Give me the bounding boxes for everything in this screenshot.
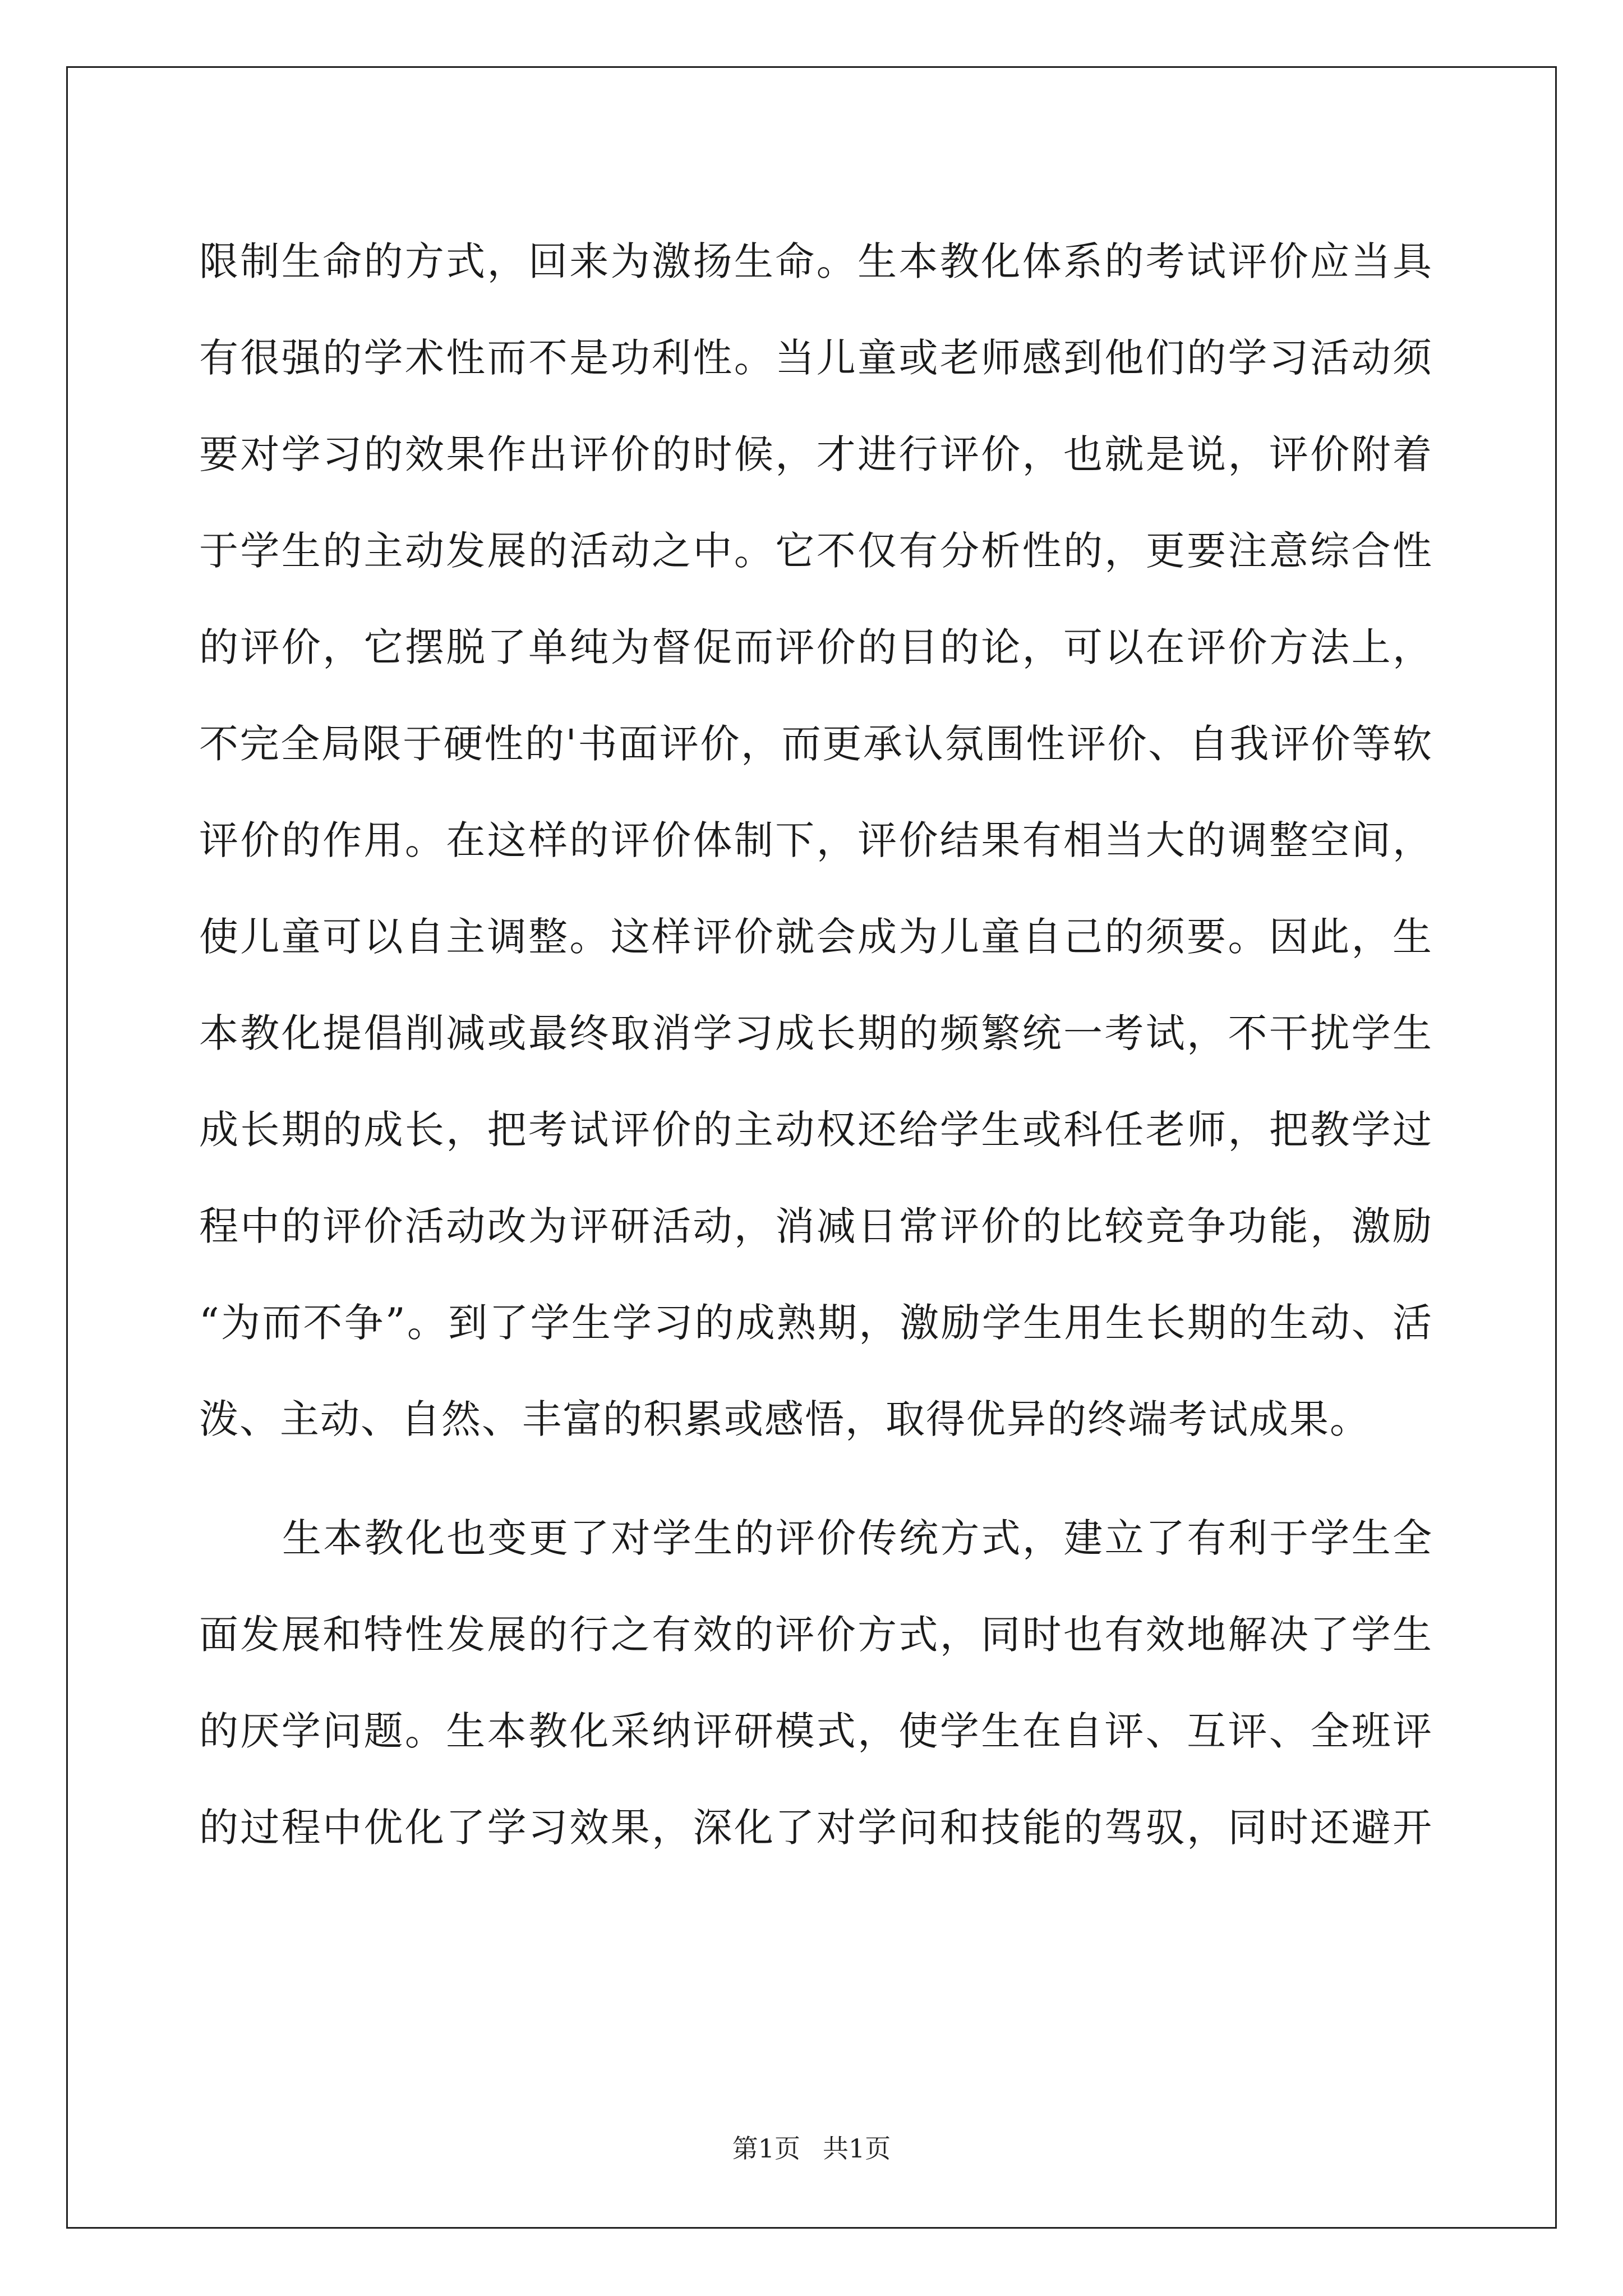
page-total: 共1页 bbox=[823, 2133, 891, 2164]
page-footer bbox=[0, 2132, 1623, 2165]
text-line: 程中的评价活动改为评研活动，消减日常评价的比较竞争功能，激励 bbox=[199, 1203, 1433, 1249]
paragraph-2 bbox=[199, 1490, 1433, 1876]
text-line: 要对学习的效果作出评价的时候，才进行评价，也就是说，评价附着 bbox=[199, 431, 1433, 477]
text-line: 本教化提倡削减或最终取消学习成长期的频繁统一考试，不干扰学生 bbox=[199, 1010, 1433, 1056]
text-line: 面发展和特性发展的行之有效的评价方式，同时也有效地解决了学生 bbox=[199, 1612, 1433, 1658]
paragraph-1 bbox=[199, 213, 1433, 1467]
text-line: 的过程中优化了学习效果，深化了对学问和技能的驾驭，同时还避开 bbox=[199, 1805, 1433, 1851]
text-line: 使儿童可以自主调整。这样评价就会成为儿童自己的须要。因此，生 bbox=[199, 914, 1433, 960]
text-line: 的评价，它摆脱了单纯为督促而评价的目的论，可以在评价方法上， bbox=[199, 624, 1433, 670]
text-line: 生本教化也变更了对学生的评价传统方式，建立了有利于学生全 bbox=[282, 1515, 1433, 1561]
text-line: 泼、主动、自然、丰富的积累或感悟，取得优异的终端考试成果。 bbox=[199, 1396, 1370, 1442]
paragraph-gap bbox=[199, 1467, 1433, 1490]
text-line: 评价的作用。在这样的评价体制下，评价结果有相当大的调整空间， bbox=[199, 817, 1433, 863]
text-line: 不完全局限于硬性的'书面评价，而更承认氛围性评价、自我评价等软 bbox=[199, 721, 1433, 767]
document-body bbox=[199, 213, 1433, 1876]
page-number: 第1页 bbox=[732, 2133, 800, 2164]
text-line: “为而不争”。到了学生学习的成熟期，激励学生用生长期的生动、活 bbox=[199, 1300, 1433, 1346]
text-line: 于学生的主动发展的活动之中。它不仅有分析性的，更要注意综合性 bbox=[199, 528, 1433, 574]
text-line: 有很强的学术性而不是功利性。当儿童或老师感到他们的学习活动须 bbox=[199, 335, 1433, 381]
text-line: 成长期的成长，把考试评价的主动权还给学生或科任老师，把教学过 bbox=[199, 1107, 1433, 1153]
text-line: 限制生命的方式，回来为激扬生命。生本教化体系的考试评价应当具 bbox=[199, 238, 1433, 284]
text-line: 的厌学问题。生本教化采纳评研模式，使学生在自评、互评、全班评 bbox=[199, 1708, 1433, 1754]
